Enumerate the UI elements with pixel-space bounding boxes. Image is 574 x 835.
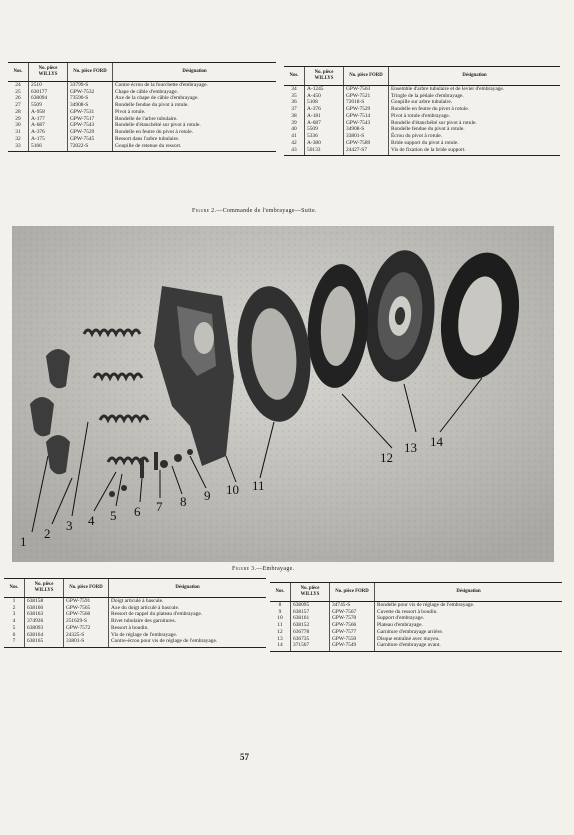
figure-2-text: —Commande de l'embrayage—Suite. [216,208,317,214]
cell-designation: Contre-écrou pour vis de réglage de l'embrayage. [109,638,267,647]
cell-no: 24 [15,81,21,88]
cell-no: 7 [4,638,25,647]
cell-ford: GPW-7567 [330,609,375,616]
table-row [284,93,560,100]
cell-ford: GPW-7570 [330,615,375,622]
cell-no: 28 [15,108,21,115]
cell-designation: Axe du doigt articulé à bascule. [109,605,267,612]
cell-willys: 5166 [29,143,68,152]
header-ford: No. pièce FORD [344,67,389,86]
cell-no: 43 [284,147,305,156]
figure-3-label: Figure 3. [232,566,257,572]
cell-ford: 34908-S [68,102,113,109]
table-row [284,140,560,147]
cell-designation: Doigt articulé à bascule. [109,597,267,604]
callout-3: 3 [66,518,73,533]
table-row [8,109,276,116]
cell-willys: 2510 [29,81,68,88]
cell-willys: A-958 [29,109,68,116]
callout-5: 5 [110,508,117,523]
cell-no: 39 [291,119,297,126]
cell-ford: 33799-S [68,81,113,88]
header-willys: No. pièce WILLYS [29,63,68,82]
cell-designation: Chape de câble d'embrayage. [113,89,277,96]
header-designation: Désignation [113,63,277,82]
cell-designation: Rondelle fendue du pivot à rotule. [389,126,561,133]
table-row [8,129,276,136]
cell-no: 31 [15,129,21,136]
cell-designation: Rondelle de l'arbre tubulaire. [113,116,277,123]
cell-willys: 638163 [25,611,64,618]
cell-willys: 638157 [291,609,330,616]
cell-no: 30 [15,122,21,129]
cell-ford: GPW-7529 [344,106,389,113]
cell-no: 41 [291,133,297,140]
cell-ford: GPW-7577 [330,629,375,636]
cell-willys: 638094 [29,95,68,102]
cell-willys: 638165 [25,638,64,647]
cell-designation: Vis de fixation de la bride support. [389,147,561,156]
cell-willys: A-687 [305,120,344,127]
cell-willys: 5509 [305,126,344,133]
cell-willys: 374936 [25,618,64,625]
callout-7: 7 [156,499,163,514]
header-no: Nos. [4,579,25,598]
table-row [4,632,266,639]
cell-willys: 638164 [25,632,64,639]
cell-designation: Rondelle fendue du pivot à rotule. [113,102,277,109]
header-no: Nos. [8,63,29,82]
cell-ford: 24427-S7 [344,147,389,156]
callout-8: 8 [180,494,187,509]
cell-no: 4 [12,618,16,625]
cell-ford: GPW-7563 [344,85,389,92]
cell-no: 40 [291,126,297,133]
cell-no: 38 [291,112,297,119]
parts-table-bottom-right [270,582,562,652]
cell-designation: Rondelle pour vis de réglage de l'embrayage. [375,601,563,608]
cell-no: 37 [291,106,297,113]
table-row [284,147,560,156]
table-body [8,81,276,152]
cell-designation: Garniture d'embrayage arrière. [375,629,563,636]
cell-designation: Ensemble d'arbre tubulaire et de levier d'embrayage. [389,85,561,92]
cell-willys: 636778 [291,629,330,636]
cell-willys: A-1245 [305,85,344,92]
cell-ford: 34745-S [330,601,375,608]
cell-designation: Plateau d'embrayage. [375,622,563,629]
cell-no: 36 [291,99,297,106]
cell-designation: Rondelle en feutre du pivot à rotule. [113,129,277,136]
header-designation: Désignation [389,67,561,86]
table-row [4,618,266,625]
header-willys: No. pièce WILLYS [25,579,64,598]
cell-ford: GPW-7550 [330,636,375,643]
callout-11: 11 [252,478,265,493]
cell-designation: Garniture d'embrayage avant. [375,642,563,651]
cell-no: 14 [270,642,291,651]
cell-designation: Goupille sur arbre tubulaire. [389,99,561,106]
cell-willys: A-376 [305,106,344,113]
cell-ford: GPW-7591 [64,597,109,604]
cell-ford: 33801-S [64,638,109,647]
cell-ford: GPW-7589 [344,140,389,147]
cell-designation: Bride support du pivot à rotule. [389,140,561,147]
cell-no: 2 [12,604,16,611]
cell-no: 32 [15,135,21,142]
cell-designation: Rondelle en feutre du pivot à rotule. [389,106,561,113]
callout-6: 6 [134,504,141,519]
table-body [270,601,562,651]
cell-no: 6 [12,631,16,638]
cell-no: 34 [291,85,297,92]
cell-ford: GPW-7543 [68,122,113,129]
cell-designation: Pivot à rotule d'embrayage. [389,113,561,120]
cell-designation: Ressort de rappel du plateau d'embrayage. [109,611,267,618]
cell-willys: A-181 [305,113,344,120]
cell-ford: 34908-S [344,126,389,133]
table-row [8,102,276,109]
cell-willys: 638158 [25,597,64,604]
cell-willys: 638161 [291,615,330,622]
cell-no: 11 [277,622,283,629]
table-row [4,625,266,632]
table-row [4,605,266,612]
cell-willys: 5108 [305,99,344,106]
callout-14: 14 [430,434,443,449]
parts-table-top-left [8,62,276,152]
cell-designation: Rivet tubulaire des garnitures. [109,618,267,625]
cell-designation: Ressort à boudin. [109,625,267,632]
callout-13: 13 [404,440,417,455]
table-row [8,89,276,96]
parts-table-bottom-left [4,578,266,648]
cell-no: 9 [278,608,282,615]
table-row [270,615,562,622]
parts-table-top-right [284,66,560,156]
cell-no: 29 [15,115,21,122]
cell-willys: 5336 [305,133,344,140]
cell-willys: A-450 [305,93,344,100]
cell-no: 10 [277,615,283,622]
cell-willys: 638093 [25,625,64,632]
table-row [284,106,560,113]
table-row [270,629,562,636]
cell-willys: 630177 [29,89,68,96]
cell-designation: Contre écrou de la fourchette d'embrayage. [113,81,277,88]
cell-designation: Ressort dans l'arbre tubulaire. [113,136,277,143]
figure-3-caption [232,566,294,572]
clutch-exploded-illustration [12,226,554,562]
cell-ford: GPW-7572 [64,625,109,632]
cell-willys: 50133 [305,147,344,156]
cell-no: 35 [291,92,297,99]
cell-ford: 33801-S [344,133,389,140]
table-body [4,597,266,647]
cell-willys: 5509 [29,102,68,109]
cell-ford: GPW-7521 [344,93,389,100]
figure-2-label: Figure 2. [192,208,217,214]
header-ford: No. pièce FORD [330,583,375,602]
callout-10: 10 [226,482,239,497]
callout-1: 1 [20,534,27,549]
cell-willys: 371567 [291,642,330,651]
cell-willys: A-376 [29,129,68,136]
table-row [284,113,560,120]
cell-designation: Axe de la chape de câble d'embrayage. [113,95,277,102]
callout-9: 9 [204,488,211,503]
header-willys: No. pièce WILLYS [305,67,344,86]
cell-ford: 72022-S [68,143,113,152]
table-row [270,622,562,629]
cell-ford: GPW-7514 [344,113,389,120]
cell-ford: GPW-7529 [68,129,113,136]
header-willys: No. pièce WILLYS [291,583,330,602]
cell-designation: Écrou du pivot à rotule. [389,133,561,140]
table-row [8,143,276,152]
cell-ford: GPW-7566 [64,611,109,618]
cell-no: 5 [12,624,16,631]
cell-willys: A-380 [305,140,344,147]
cell-no: 1 [12,597,16,604]
cell-designation: Goupille de retenue du ressort. [113,143,277,152]
cell-designation: Tringle de la pédale d'embrayage. [389,93,561,100]
cell-designation: Cuvette du ressort à boudin. [375,609,563,616]
table-row [8,116,276,123]
cell-willys: 638160 [25,605,64,612]
cell-no: 26 [15,95,21,102]
cell-willys: 636735 [291,636,330,643]
figure-2-caption [192,208,317,214]
table-body [284,85,560,156]
cell-willys: A-177 [29,116,68,123]
callout-12: 12 [380,450,393,465]
page-number: 57 [240,752,249,762]
cell-designation: Disque entraîné avec moyeu. [375,636,563,643]
figure-3-text: —Embrayage. [256,566,295,572]
cell-no: 42 [291,139,297,146]
cell-ford: GPW-7549 [330,642,375,651]
cell-no: 27 [15,102,21,109]
cell-willys: 638095 [291,601,330,608]
cell-ford: GPW-7566 [330,622,375,629]
header-no: Nos. [270,583,291,602]
table-row [8,136,276,143]
cell-no: 3 [12,611,16,618]
table-row [270,636,562,643]
cell-ford: 251629-S [64,618,109,625]
cell-designation: Pivot à rotule. [113,109,277,116]
callout-4: 4 [88,513,95,528]
cell-ford: GPW-7531 [68,109,113,116]
cell-no: 8 [278,601,282,608]
cell-no: 13 [277,635,283,642]
table-row [284,133,560,140]
table-row [270,642,562,651]
cell-ford: GPW-7543 [344,120,389,127]
callout-2: 2 [44,526,51,541]
cell-designation: Support d'embrayage. [375,615,563,622]
cell-ford: 73590-S [68,95,113,102]
cell-no: 25 [15,88,21,95]
cell-ford: GPW-7532 [68,89,113,96]
cell-ford: GPW-7545 [68,136,113,143]
table-row [4,597,266,604]
cell-willys: A-687 [29,122,68,129]
table-row [270,609,562,616]
cell-willys: A-175 [29,136,68,143]
cell-designation: Rondelle d'étanchéité sur pivot à rotule. [113,122,277,129]
cell-ford: GPW-7517 [68,116,113,123]
cell-no: 12 [277,628,283,635]
cell-designation: Rondelle d'étanchéité sur pivot à rotule. [389,120,561,127]
header-ford: No. pièce FORD [64,579,109,598]
cell-ford: GPW-7565 [64,605,109,612]
header-no: Nos. [284,67,305,86]
table-row [8,81,276,88]
header-designation: Désignation [109,579,267,598]
table-row [284,85,560,92]
table-row [4,611,266,618]
cell-designation: Vis de réglage de l'embrayage. [109,632,267,639]
cell-willys: 638152 [291,622,330,629]
cell-ford: 24325-S [64,632,109,639]
table-row [270,601,562,608]
table-row [4,638,266,647]
cell-no: 33 [8,143,29,152]
cell-ford: 72018-S [344,99,389,106]
header-ford: No. pièce FORD [68,63,113,82]
header-designation: Désignation [375,583,563,602]
